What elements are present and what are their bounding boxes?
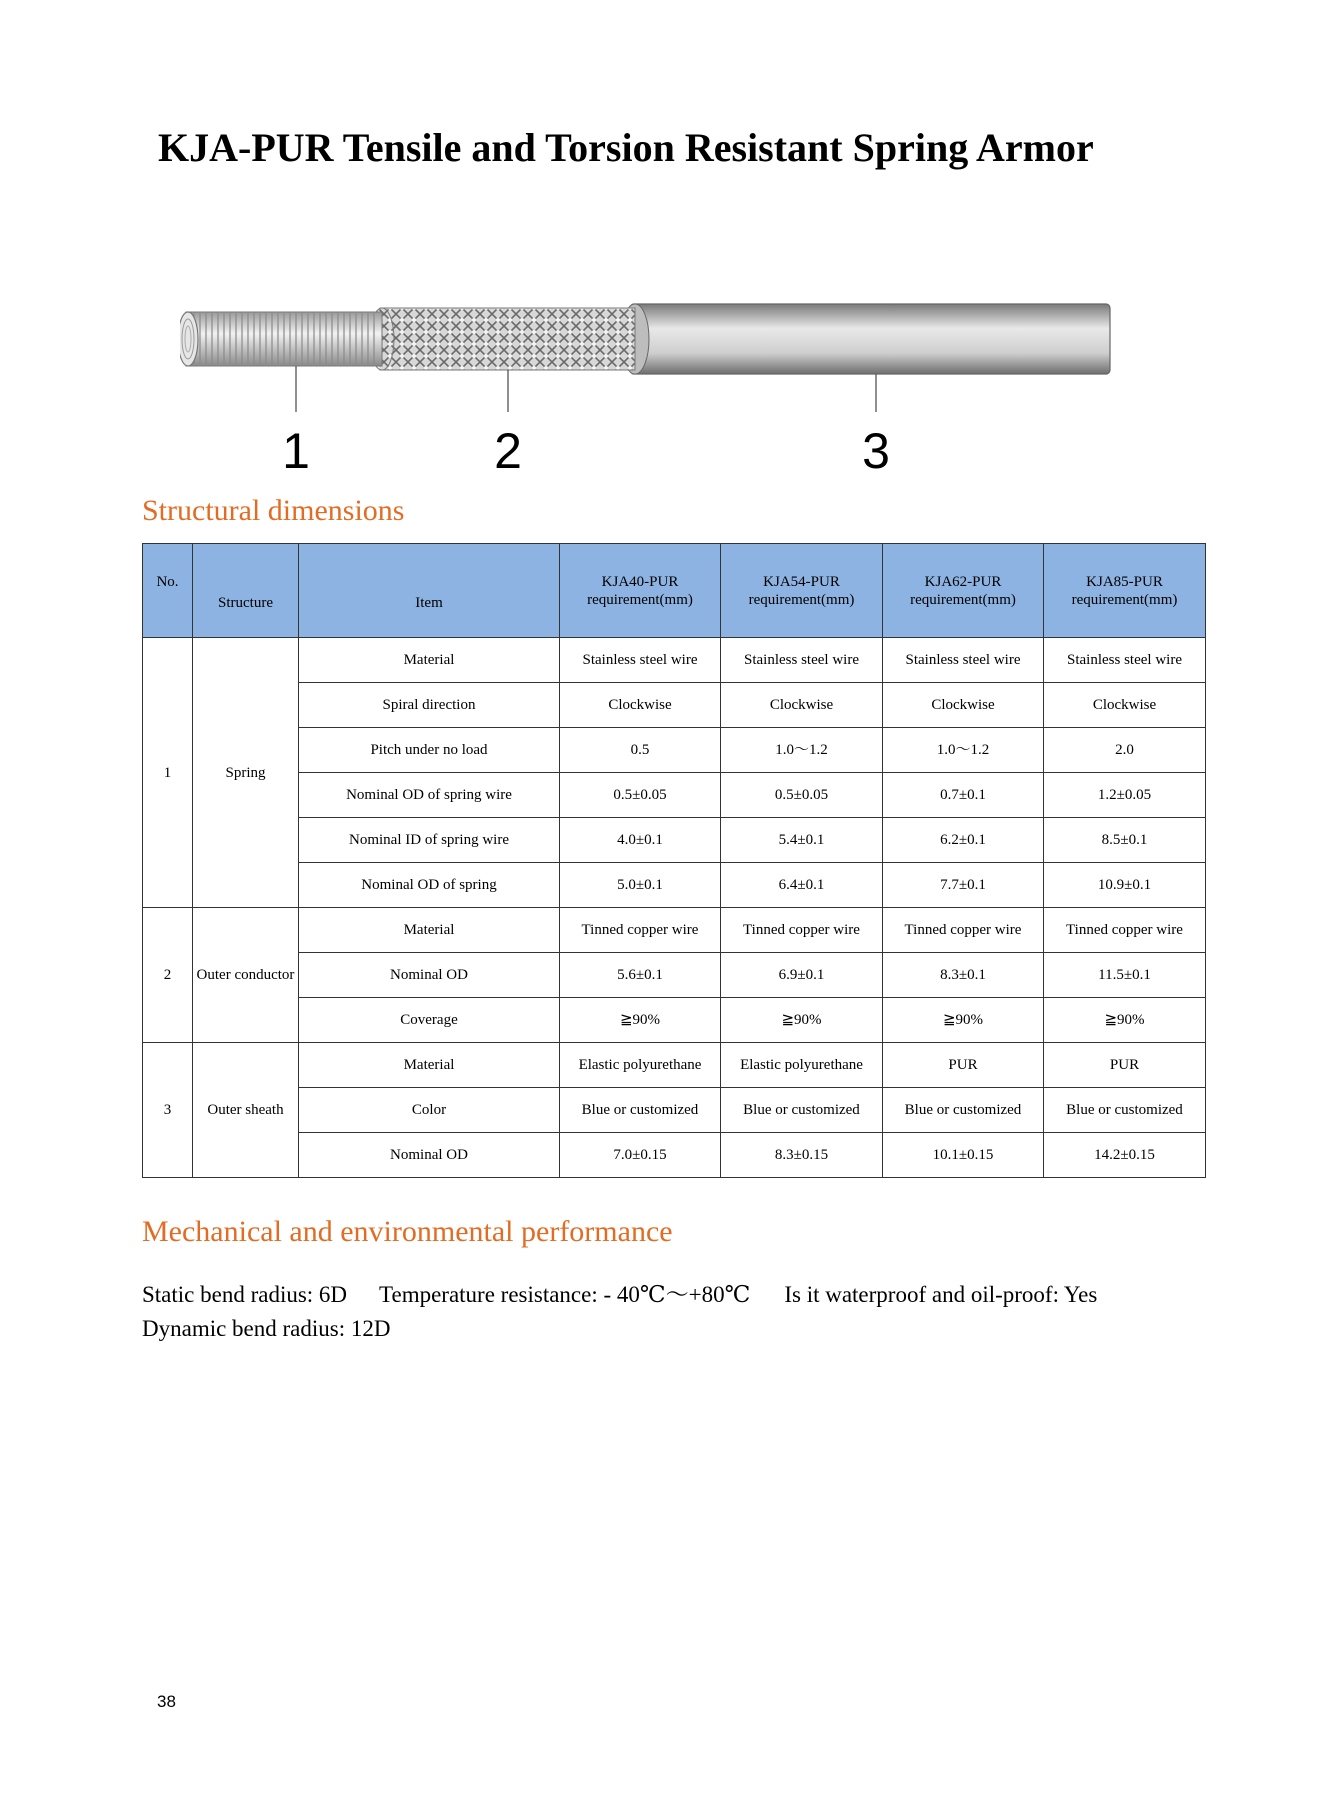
item-cell: Nominal OD of spring [299,863,560,908]
section-heading-structural: Structural dimensions [142,494,405,527]
header-structure: Structure [193,544,299,638]
header-model-kja62: KJA62-PUR requirement(mm) [883,544,1044,638]
value-cell: Clockwise [1044,683,1206,728]
performance-line-2 [142,1312,1097,1346]
value-cell: 0.5 [560,728,721,773]
value-cell: 6.2±0.1 [883,818,1044,863]
header-model-kja54: KJA54-PUR requirement(mm) [721,544,883,638]
item-cell: Color [299,1088,560,1133]
section-heading-mechanical: Mechanical and environmental performance [142,1215,673,1248]
table-row [143,863,1206,908]
item-cell: Material [299,1043,560,1088]
value-cell: Blue or customized [1044,1088,1206,1133]
header-model-kja85: KJA85-PUR requirement(mm) [1044,544,1206,638]
value-cell: Stainless steel wire [560,638,721,683]
value-cell: 0.5±0.05 [560,773,721,818]
outer-sheath-graphic [621,304,1110,374]
value-cell: 6.9±0.1 [721,953,883,998]
table-row [143,773,1206,818]
callout-1: 1 [282,423,310,479]
value-cell: 8.5±0.1 [1044,818,1206,863]
value-cell: 5.0±0.1 [560,863,721,908]
temperature-resistance: Temperature resistance: - 40℃～+80℃ [379,1282,751,1307]
value-cell: Clockwise [560,683,721,728]
value-cell: Blue or customized [560,1088,721,1133]
table-row [143,1133,1206,1178]
spring-graphic [180,312,382,366]
callout-2: 2 [494,423,522,479]
value-cell: 0.7±0.1 [883,773,1044,818]
header-model-kja40: KJA40-PUR requirement(mm) [560,544,721,638]
item-cell: Nominal OD [299,1133,560,1178]
waterproof-oilproof: Is it waterproof and oil-proof: Yes [784,1282,1098,1307]
item-cell: Material [299,908,560,953]
value-cell: ≧90% [721,998,883,1043]
dynamic-bend-radius: Dynamic bend radius: 12D [142,1316,391,1341]
item-cell: Nominal OD of spring wire [299,773,560,818]
value-cell: Stainless steel wire [1044,638,1206,683]
value-cell: PUR [883,1043,1044,1088]
value-cell: Elastic polyurethane [721,1043,883,1088]
value-cell: Tinned copper wire [721,908,883,953]
value-cell: Blue or customized [883,1088,1044,1133]
value-cell: Tinned copper wire [560,908,721,953]
value-cell: 1.0～1.2 [883,728,1044,773]
value-cell: Elastic polyurethane [560,1043,721,1088]
table-row [143,1088,1206,1133]
group-number: 1 [143,638,193,908]
value-cell: ≧90% [883,998,1044,1043]
value-cell: Clockwise [883,683,1044,728]
value-cell: 1.2±0.05 [1044,773,1206,818]
performance-line-1 [142,1278,1097,1312]
page-number: 38 [157,1692,176,1711]
table-row [143,908,1206,953]
table-row [143,1043,1206,1088]
value-cell: 2.0 [1044,728,1206,773]
table-row [143,818,1206,863]
item-cell: Nominal OD [299,953,560,998]
header-no: No. [143,544,193,638]
value-cell: 6.4±0.1 [721,863,883,908]
value-cell: 7.0±0.15 [560,1133,721,1178]
value-cell: Clockwise [721,683,883,728]
cable-structure-diagram [180,290,1140,480]
performance-text [142,1278,1097,1346]
group-number: 3 [143,1043,193,1178]
value-cell: 0.5±0.05 [721,773,883,818]
table-row [143,728,1206,773]
outer-conductor-braid-graphic [370,308,635,370]
callout-3: 3 [862,423,890,479]
table-row [143,638,1206,683]
static-bend-radius: Static bend radius: 6D [142,1282,348,1307]
group-structure: Spring [193,638,299,908]
value-cell: ≧90% [560,998,721,1043]
value-cell: ≧90% [1044,998,1206,1043]
value-cell: 4.0±0.1 [560,818,721,863]
value-cell: 14.2±0.15 [1044,1133,1206,1178]
table-row [143,953,1206,998]
table-header-row [143,544,1206,638]
table-row [143,683,1206,728]
value-cell: 8.3±0.1 [883,953,1044,998]
value-cell: Stainless steel wire [721,638,883,683]
value-cell: 11.5±0.1 [1044,953,1206,998]
value-cell: 8.3±0.15 [721,1133,883,1178]
value-cell: Tinned copper wire [1044,908,1206,953]
page-title: KJA-PUR Tensile and Torsion Resistant Spring Armor [158,125,1094,170]
value-cell: 5.4±0.1 [721,818,883,863]
value-cell: Blue or customized [721,1088,883,1133]
value-cell: Stainless steel wire [883,638,1044,683]
group-number: 2 [143,908,193,1043]
header-item: Item [299,544,560,638]
group-structure: Outer sheath [193,1043,299,1178]
value-cell: 10.1±0.15 [883,1133,1044,1178]
value-cell: 7.7±0.1 [883,863,1044,908]
value-cell: PUR [1044,1043,1206,1088]
structural-dimensions-table [142,543,1206,1178]
group-structure: Outer conductor [193,908,299,1043]
value-cell: Tinned copper wire [883,908,1044,953]
table-row [143,998,1206,1043]
item-cell: Nominal ID of spring wire [299,818,560,863]
item-cell: Coverage [299,998,560,1043]
value-cell: 10.9±0.1 [1044,863,1206,908]
item-cell: Pitch under no load [299,728,560,773]
value-cell: 5.6±0.1 [560,953,721,998]
value-cell: 1.0～1.2 [721,728,883,773]
item-cell: Material [299,638,560,683]
item-cell: Spiral direction [299,683,560,728]
